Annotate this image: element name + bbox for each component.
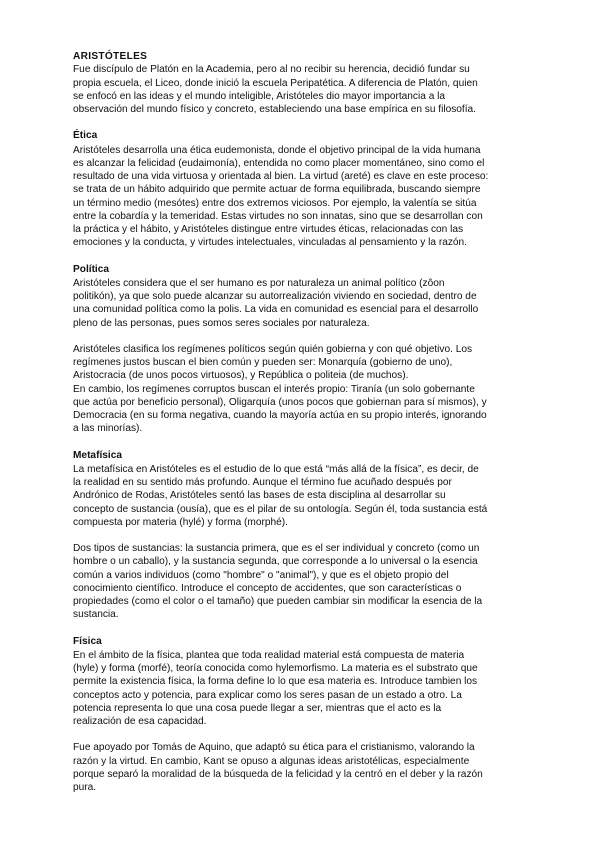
text-line: razón y la virtud. En cambio, Kant se opuso a algunas ideas aristotélicas, especialmente	[73, 755, 470, 767]
text-line: sustancia.	[73, 609, 119, 621]
text-line: Aristóteles considera que el ser humano es por naturaleza un animal político (zôon	[73, 277, 445, 289]
politica-paragraph-2	[73, 343, 533, 436]
fisica-paragraph-2	[73, 741, 533, 794]
text-line: permite la existencia física, la forma define lo lo que esa materia es. Introduce tambien los	[73, 676, 478, 688]
text-line: Democracia (en su forma negativa, cuando la mayoría actúa en su propio interés, ignorando	[73, 410, 487, 421]
text-line: un término medio (mesótes) entre dos extremos viciosos. Por ejemplo, la valentía se sitúa	[73, 197, 477, 209]
text-line: emociones y la conducta, y virtudes intelectuales, vinculadas al pensamiento y la razón.	[73, 237, 467, 249]
text-line: la realidad en su sentido más profundo. Aunque el término fue acuñado después por	[73, 477, 452, 488]
text-line: La metafísica en Aristóteles es el estudio de lo que está “más allá de la física”, es decir, de	[73, 463, 479, 475]
document-body	[73, 50, 533, 807]
text-line: Dos tipos de sustancias: la sustancia primera, que es el ser individual y concreto (como un	[73, 543, 480, 554]
etica-paragraph	[73, 144, 533, 250]
text-line: entre la cobardía y la temeridad. Estas virtudes no son innatas, sino que se desarrollan con	[73, 210, 483, 222]
text-line: Fue discípulo de Platón en la Academia, pero al no recibir su herencia, decidió fundar su	[73, 64, 470, 76]
politica-paragraph-1	[73, 277, 533, 330]
text-line: propia escuela, el Liceo, donde inició la escuela Peripatética. A diferencia de Platón, quien	[73, 77, 478, 89]
text-line: En el ámbito de la física, plantea que toda realidad material está compuesta de materia	[73, 649, 465, 661]
text-line: conocimiento científico. Introduce el concepto de accidentes, que son características o	[73, 582, 462, 594]
metafisica-paragraph-2	[73, 542, 533, 622]
text-line: conceptos acto y potencia, para explicar como los seres pasan de un estado a otro. La	[73, 689, 462, 701]
text-line: observación del mundo físico y concreto, estableciendo una base empírica en su filosofía.	[73, 104, 476, 115]
text-line: hombre o un caballo), y la sustancia segunda, que corresponde a lo universal o la esencia	[73, 556, 478, 568]
politica-section	[73, 263, 533, 436]
text-line: resultado de una vida virtuosa y orientada al bien. La virtud (areté) es clave en este proceso:	[73, 171, 489, 182]
etica-section	[73, 129, 533, 249]
text-line: realización de esa capacidad.	[73, 716, 207, 727]
fisica-section	[73, 635, 533, 795]
text-line: Aristocracia (de unos pocos virtuosos), y República o politeia (de muchos).	[73, 370, 409, 382]
text-line: pleno de las personas, pues somos seres sociales por naturaleza.	[73, 317, 370, 329]
text-line: la práctica y el hábito, y Aristóteles distingue entre virtudes éticas, relacionadas con las	[73, 224, 464, 235]
text-line: politikón), ya que solo puede alcanzar su autorrealización viviendo en sociedad, dentro de	[73, 291, 477, 302]
metafisica-section	[73, 449, 533, 622]
text-line: En cambio, los regímenes corruptos buscan el interés propio: Tiranía (un solo gobernante	[73, 383, 475, 395]
text-line: se enfocó en las ideas y el mundo inteligible, Aristóteles dio mayor importancia a la	[73, 90, 446, 102]
text-line: (hyle) y forma (morfé), teoría conocida como hylemorfismo. La materia es el substrato que	[73, 663, 478, 674]
text-line: regímenes justos buscan el bien común y pueden ser: Monarquía (gobierno de uno),	[73, 357, 453, 368]
section-heading-politica: Política	[73, 263, 110, 275]
section-heading-fisica: Física	[73, 635, 102, 647]
text-line: porque separó la moralidad de la búsqueda de la felicidad y la centró en el deber y la razón	[73, 768, 483, 780]
intro-section	[73, 50, 533, 116]
text-line: es alcanzar la felicidad (eudaimonía), entendida no como placer momentáneo, sino como el	[73, 157, 485, 169]
text-line: compuesta por materia (hylé) y forma (morphé).	[73, 516, 288, 528]
text-line: Aristóteles desarrolla una ética eudemonista, donde el objetivo principal de la vida humana	[73, 144, 481, 156]
fisica-paragraph-1	[73, 649, 533, 729]
text-line: Andrónico de Rodas, Aristóteles sentó las bases de esta disciplina al desarrollar su	[73, 490, 446, 502]
section-heading-etica: Ética	[73, 130, 98, 142]
text-line: potencia representa lo que una cosa puede llegar a ser, mientras que el acto es la	[73, 702, 442, 714]
text-line: Fue apoyado por Tomás de Aquino, que adaptó su ética para el cristianismo, valorando la	[73, 742, 475, 754]
metafisica-paragraph-1	[73, 463, 533, 529]
intro-paragraph	[73, 63, 533, 116]
text-line: común a varios individuos (como "hombre" o "animal"), y que es el objeto propio del	[73, 569, 449, 581]
text-line: se trata de un hábito adquirido que permite actuar de forma equilibrada, buscando siempre	[73, 184, 481, 196]
text-line: pura.	[73, 782, 97, 793]
text-line: concepto de sustancia (ousía), que es el pilar de su ontología. Según él, toda sustancia está	[73, 503, 488, 515]
text-line: que actúa por beneficio personal), Oligarquía (unos pocos que gobiernan para sí mismos), y	[73, 396, 487, 408]
text-line: propiedades (como el color o el tamaño) que pueden cambiar sin modificar la esencia de la	[73, 596, 483, 607]
section-heading-metafisica: Metafísica	[73, 449, 122, 461]
text-line: Aristóteles clasifica los regímenes políticos según quién gobierna y con qué objetivo. Los	[73, 343, 473, 355]
document-title: ARISTÓTELES	[73, 51, 148, 62]
text-line: a las minorías).	[73, 423, 143, 435]
text-line: una comunidad política como la polis. La vida en comunidad es esencial para el desarrollo	[73, 304, 479, 316]
